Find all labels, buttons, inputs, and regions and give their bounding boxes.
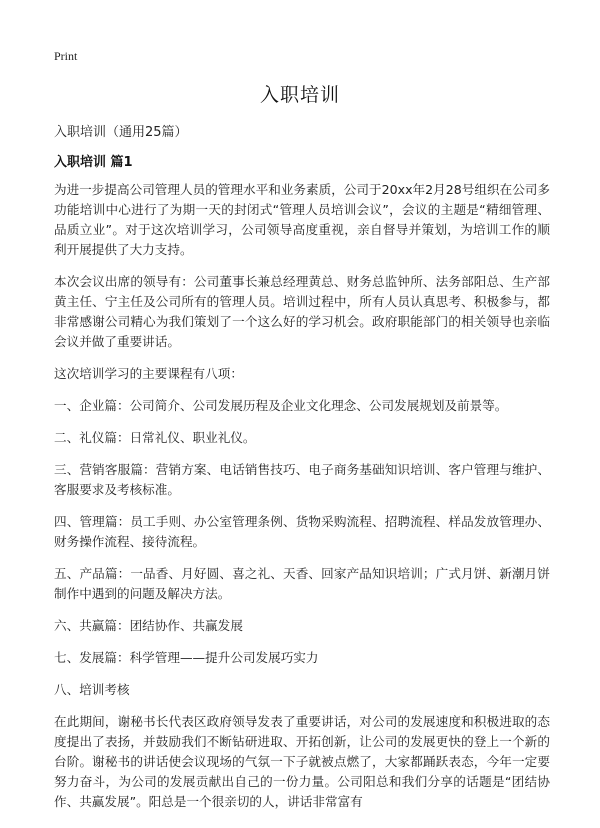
paragraph: 一、企业篇：公司简介、公司发展历程及企业文化理念、公司发展规划及前景等。 [54,398,508,413]
section-heading: 入职培训 篇1 [54,155,133,170]
paragraph: 三、营销客服篇：营销方案、电话销售技巧、电子商务基础知识培训、客户管理与维护、客服要求及考核标准。 [54,462,550,497]
paragraph: 六、共赢篇：团结协作、共赢发展 [54,618,243,633]
print-link[interactable]: Print [54,49,78,63]
page-title: 入职培训 [259,84,340,106]
paragraph: 七、发展篇：科学管理——提升公司发展巧实力 [54,650,319,665]
paragraph: 四、管理篇：员工手则、办公室管理条例、货物采购流程、招聘流程、样品发放管理办、财务操作流程、接待流程。 [54,514,550,549]
document-subtitle: 入职培训（通用25篇） [54,125,188,140]
paragraph: 本次会议出席的领导有：公司董事长兼总经理黄总、财务总监钟所、法务部阳总、生产部黄主任、宁主任及公司所有的管理人员。培训过程中，所有人员认真思考、积极参与，都非常感谢公司精心为我们策划了一个这么好的学习机会。政府职能部门的相关领导也亲临会议并做了重要讲话。 [54,274,550,349]
document-body [54,180,550,824]
paragraph: 为进一步提高公司管理人员的管理水平和业务素质，公司于20xx年2月28号组织在公司多功能培训中心进行了为期一天的封闭式“管理人员培训会议”，会议的主题是“精细管理、品质立业”。对于这次培训学习，公司领导高度重视，亲自督导并策划，为培训工作的顺利开展提供了大力支持。 [54,182,550,257]
paragraph: 二、礼仪篇：日常礼仪、职业礼仪。 [54,430,256,445]
paragraph: 五、产品篇：一品香、月好圆、喜之礼、天香、回家产品知识培训；广式月饼、新潮月饼制作中遇到的问题及解决方法。 [54,566,550,601]
paragraph: 在此期间，谢秘书长代表区政府领导发表了重要讲话，对公司的发展速度和积极进取的态度提出了表扬，并鼓励我们不断钻研进取、开拓创新，让公司的发展更快的登上一个新的台阶。谢秘书的讲话使会议现场的气氛一下子就被点燃了，大家都踊跃表态，今年一定要努力奋斗，为公司的发展贡献出自己的一份力量。公司阳总和我们分享的话题是“团结协作、共赢发展”。阳总是一个很亲切的人，讲话非常富有 [54,714,550,809]
paragraph: 八、培训考核 [54,682,130,697]
paragraph: 这次培训学习的主要课程有八项： [54,366,243,381]
